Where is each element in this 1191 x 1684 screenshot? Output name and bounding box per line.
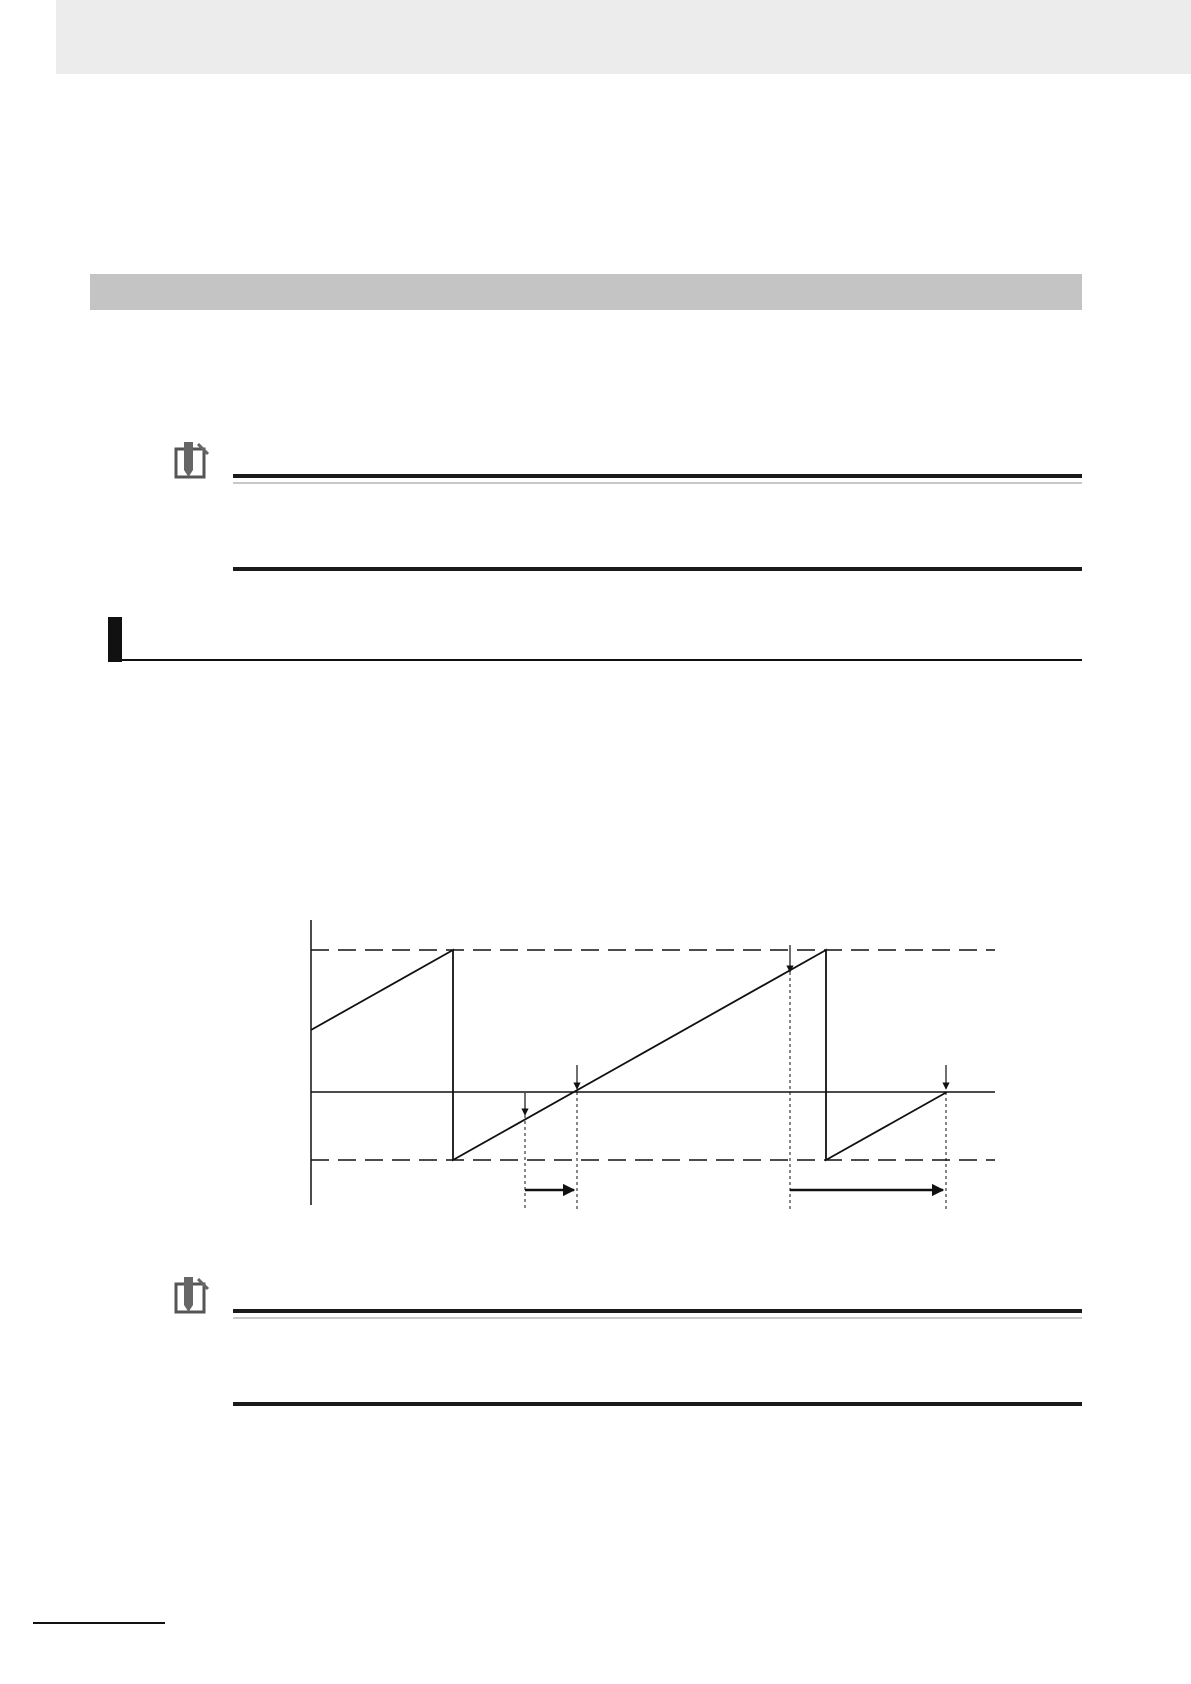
precaution-note-2	[174, 1275, 214, 1320]
subsection-marker	[108, 617, 122, 662]
note-1-top-rule	[233, 474, 1082, 478]
page-header-band	[56, 0, 1191, 74]
precaution-pencil-icon	[174, 1275, 214, 1315]
sawtooth-waveform-diagram	[300, 910, 1000, 1210]
footer-rule	[33, 1622, 165, 1624]
precaution-pencil-icon	[174, 440, 214, 480]
subsection-rule	[108, 659, 1082, 661]
note-2-bottom-rule	[233, 1402, 1082, 1406]
note-2-top-rule	[233, 1309, 1082, 1313]
note-1-bottom-rule	[233, 567, 1082, 571]
note-1-top-rule-thin	[233, 482, 1082, 484]
note-2-top-rule-thin	[233, 1317, 1082, 1319]
precaution-note-1	[174, 440, 214, 485]
section-heading-bar	[90, 274, 1082, 310]
sawtooth-waveform	[311, 950, 947, 1160]
